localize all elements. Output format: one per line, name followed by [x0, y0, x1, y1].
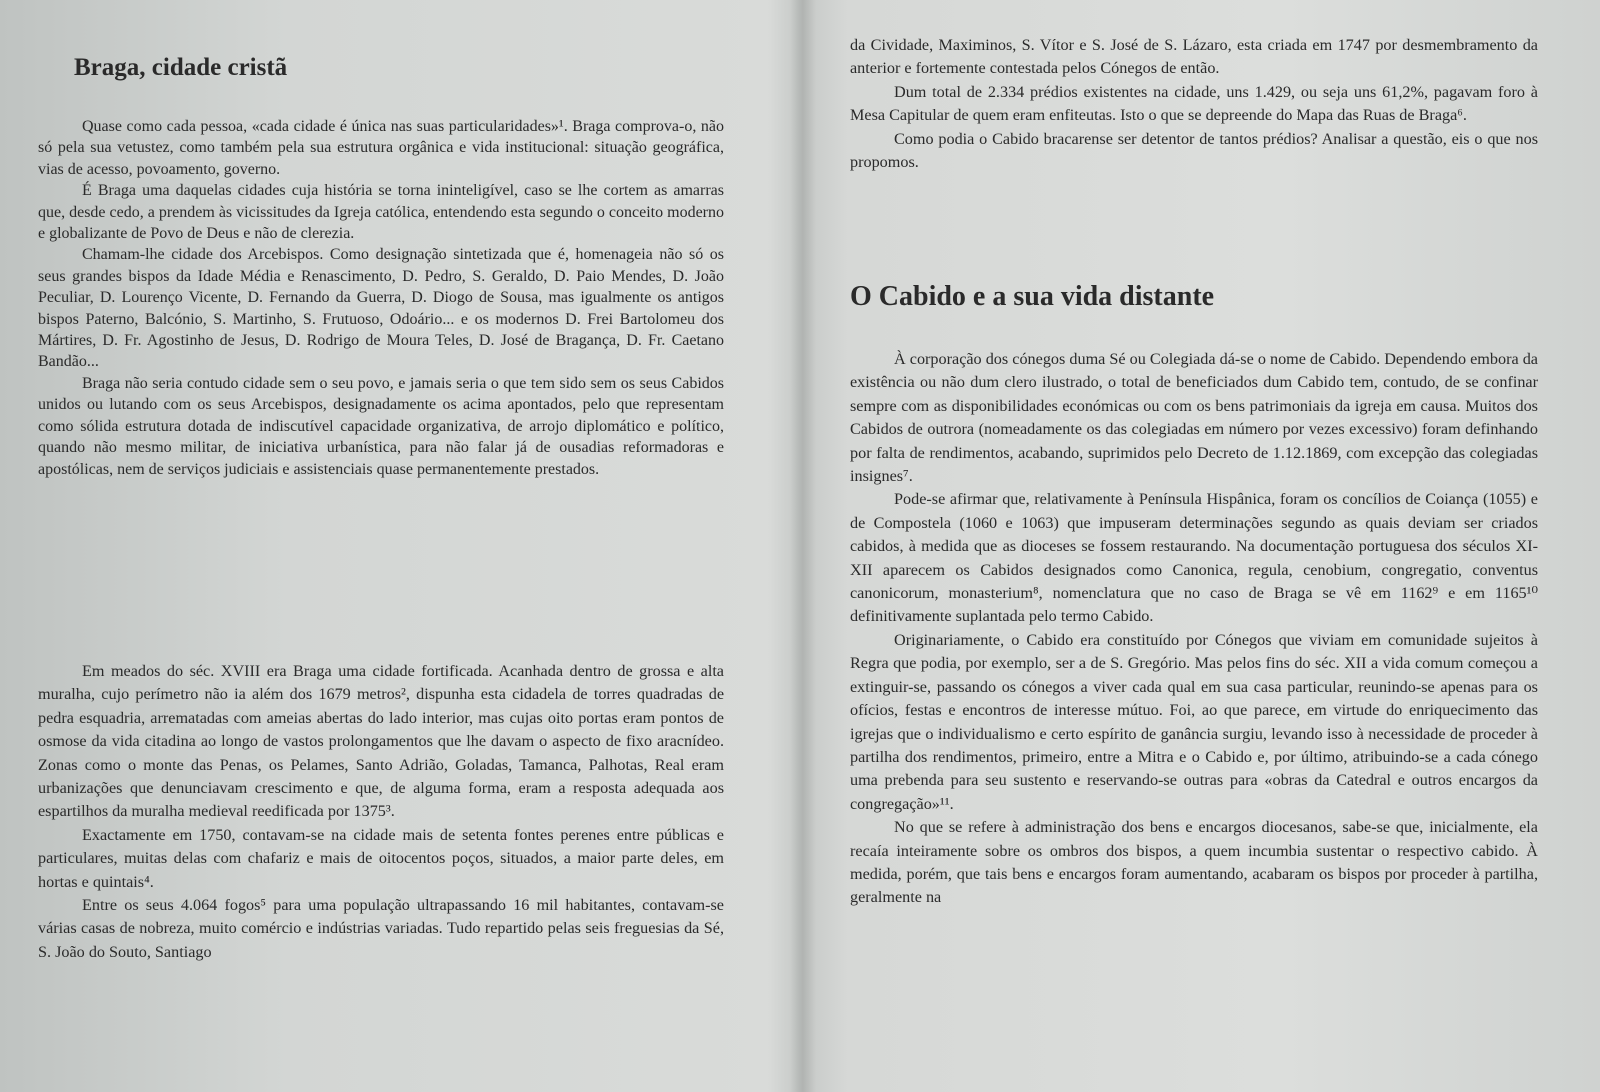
paragraph: Dum total de 2.334 prédios existentes na cidade, uns 1.429, ou seja uns 61,2%, pagavam foro à Mesa Capitular de quem eram enfiteutas. Isto o que se depreende do Mapa das Ruas de Braga⁶. [850, 82, 1538, 125]
paragraph: É Braga uma daquelas cidades cuja história se torna ininteligível, caso se lhe cortem as amarras que, desde cedo, a prendem às vicissitudes da Igreja católica, entendendo esta segundo o conceito moderno e globalizante de Povo de Deus e não de clerezia. [38, 182, 724, 243]
paragraph: Entre os seus 4.064 fogos⁵ para uma população ultrapassando 16 mil habitantes, contavam-se várias casas de nobreza, muito comércio e indústrias variadas. Tudo repartido pelas seis freguesias da Sé, S. João do Souto, Santiago [38, 896, 724, 961]
paragraph: Pode-se afirmar que, relativamente à Península Hispânica, foram os concílios de Coiança (1055) e de Compostela (1060 e 1063) que impuseram determinações segundo as quais deviam ser criados cabidos, à medida que as dioceses se fossem restaurando. Na documentação portuguesa dos séculos XI-XII aparecem os Cabidos designados como Canonica, regula, cenobium, congregatio, conventus canonicorum, monasterium⁸, nomenclatura que no caso de Braga se vê em 1162⁹ e em 1165¹⁰ definitivamente suplantada pelo termo Cabido. [850, 490, 1538, 626]
paragraph: Chamam-lhe cidade dos Arcebispos. Como designação sintetizada que é, homenageia não só os seus grandes bispos da Idade Média e Renascimento, D. Pedro, S. Geraldo, D. Paio Mendes, D. João Peculiar, D. Lourenço Vicente, D. Fernando da Guerra, D. Diogo de Sousa, mas igualmente os antigos bispos Paterno, Balcónio, S. Martinho, S. Frutuoso, Odoário... e os modernos D. Frei Bartolomeu dos Mártires, D. Fr. Agostinho de Jesus, D. Rodrigo de Moura Teles, D. José de Bragança, D. Fr. Caetano Bandão... [38, 246, 724, 371]
paragraph: Em meados do séc. XVIII era Braga uma cidade fortificada. Acanhada dentro de grossa e alta muralha, cujo perímetro não ia além dos 1679 metros², dispunha esta cidadela de torres quadradas de pedra esquadria, arrematadas com ameias abertas do lado interior, mas cujas oito portas eram pontos de osmose da vida citadina ao longo de vastos prolongamentos que lhe davam o aspecto de fixo aracnídeo. Zonas como o monte das Penas, os Pelames, Santo Adrião, Goladas, Tamanca, Palhotas, Real eram urbanizações que denunciavam crescimento e que, de alguma forma, eram a resposta adequada aos espartilhos da muralha medieval reedificada por 1375³. [38, 662, 724, 821]
paragraph: No que se refere à administração dos bens e encargos diocesanos, sabe-se que, inicialmente, ela recaía inteiramente sobre os ombros dos bispos, a quem incumbia sustentar o respectivo cabido. À medida, porém, que tais bens e encargos foram aumentando, acabaram os bispos por proceder à partilha, geralmente na [850, 818, 1538, 907]
left-body-block [38, 660, 724, 964]
paragraph: À corporação dos cónegos duma Sé ou Colegiada dá-se o nome de Cabido. Dependendo embora da existência ou não dum clero ilustrado, o total de beneficiados dum Cabido tem, contudo, de se confinar sempre com as disponibilidades económicas ou com os bens patrimoniais da igreja em causa. Muitos dos Cabidos de outrora (nomeadamente os das colegiadas em número por vezes excessivo) foram definhando por falta de rendimentos, acabando, suprimidos pelo Decreto de 1.12.1869, com excepção das colegiadas insignes⁷. [850, 350, 1538, 486]
left-page-title: Braga, cidade cristã [74, 54, 288, 81]
right-section-block [850, 348, 1538, 910]
section-title: O Cabido e a sua vida distante [850, 281, 1215, 312]
paragraph: Exactamente em 1750, contavam-se na cidade mais de setenta fontes perenes entre públicas e particulares, muitas delas com chafariz e mais de oitocentos poços, situados, a maior parte deles, em hortas e quintais⁴. [38, 825, 724, 891]
paragraph: Como podia o Cabido bracarense ser detentor de tantos prédios? Analisar a questão, eis o que nos propomos. [850, 129, 1538, 172]
paragraph: Quase como cada pessoa, «cada cidade é única nas suas particularidades»¹. Braga comprova-o, não só pela sua vetustez, como também pela sua estrutura orgânica e vida institucional: situação geográfica, vias de acesso, povoamento, governo. [38, 118, 724, 178]
paragraph: da Cividade, Maximinos, S. Vítor e S. José de S. Lázaro, esta criada em 1747 por desmembramento da anterior e fortemente contestada pelos Cónegos de então. [850, 36, 1538, 78]
paragraph: Braga não seria contudo cidade sem o seu povo, e jamais seria o que tem sido sem os seus Cabidos unidos ou lutando com os seus Arcebispos, designadamente os acima apontados, pelo que representam como sólida estrutura dotada de indiscutível capacidade organizativa, de arrojo diplomático e político, quando não mesmo militar, de iniciativa urbanística, para não falar já de ousadias reformadoras e apostólicas, nem de serviços judiciais e assistenciais quase permanentemente prestados. [38, 374, 724, 478]
left-intro-block [38, 116, 724, 480]
right-top-block [850, 34, 1538, 174]
book-gutter [790, 0, 816, 1092]
paragraph: Originariamente, o Cabido era constituído por Cónegos que viviam em comunidade sujeitos à Regra que podia, por exemplo, ser a de S. Gregório. Mas pelos fins do séc. XII a vida comum começou a extinguir-se, passando os cónegos a viver cada qual em sua casa particular, reunindo-se apenas para os ofícios, festas e encontros de interesse mútuo. Foi, ao que parece, em virtude do enriquecimento das igrejas que o individualismo e certo espírito de ganância surgiu, levando isso à necessidade de proceder à partilha dos rendimentos, primeiro, entre a Mitra e o Cabido e, por último, atribuindo-se a cada cónego uma prebenda para seu sustento e reservando-se outras para «obras da Catedral e outros encargos da congregação»¹¹. [850, 630, 1538, 813]
